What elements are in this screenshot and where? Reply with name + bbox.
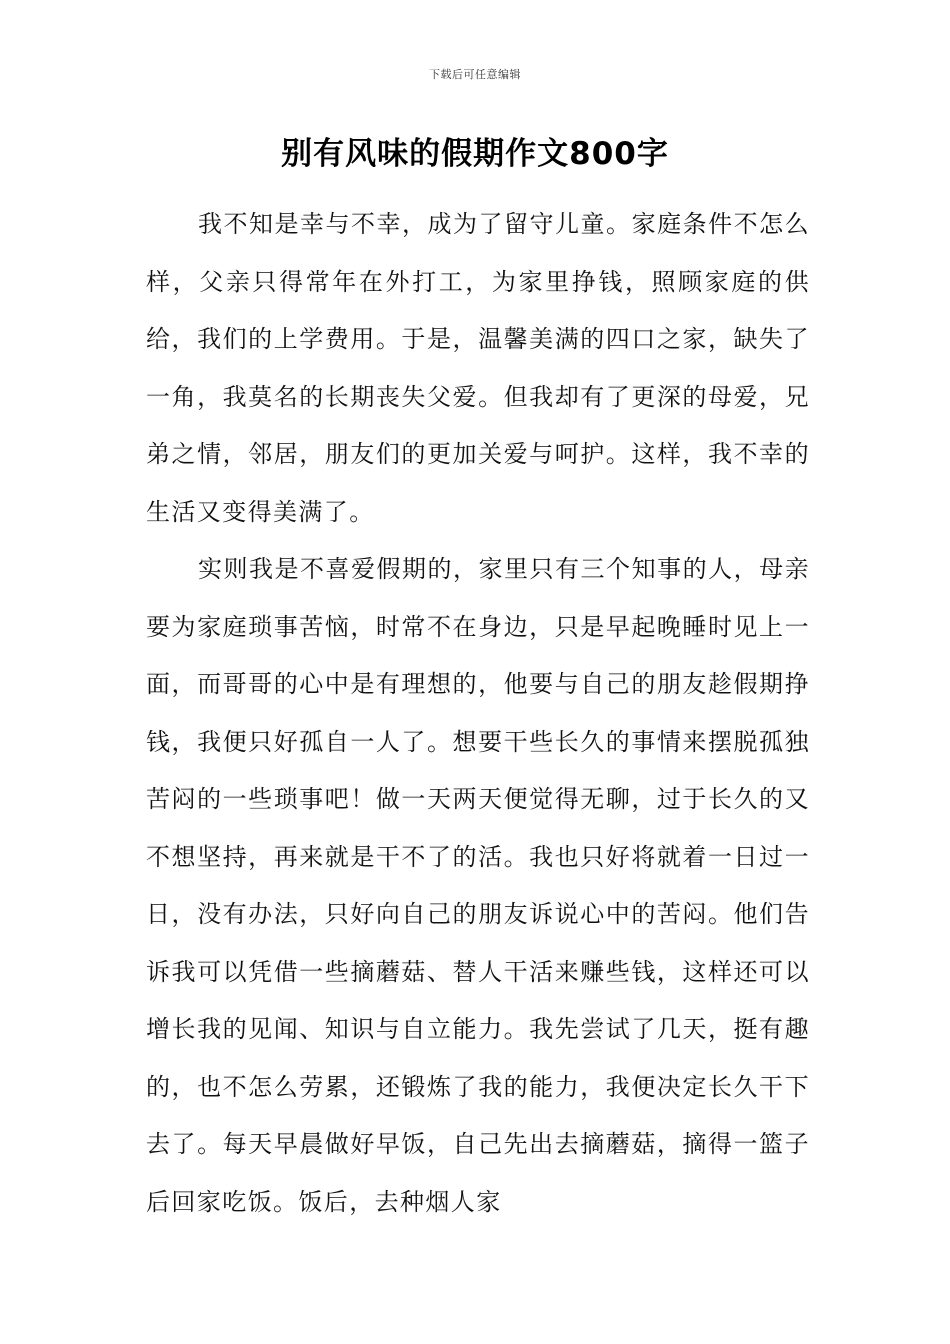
document-title: 别有风味的假期作文800字 — [281, 136, 669, 172]
document-body — [146, 196, 810, 1231]
header-note: 下载后可任意编辑 — [429, 68, 521, 81]
paragraph: 实则我是不喜爱假期的，家里只有三个知事的人，母亲要为家庭琐事苦恼，时常不在身边，只是早起晚睡时见上一面，而哥哥的心中是有理想的，他要与自己的朋友趁假期挣钱，我便只好孤自一人了。想要干些长久的事情来摆脱孤独苦闷的一些琐事吧！做一天两天便觉得无聊，过于长久的又不想坚持，再来就是干不了的活。我也只好将就着一日过一日，没有办法，只好向自己的朋友诉说心中的苦闷。他们告诉我可以凭借一些摘蘑菇、替人干活来赚些钱，这样还可以增长我的见闻、知识与自立能力。我先尝试了几天，挺有趣的，也不怎么劳累，还锻炼了我的能力，我便决定长久干下去了。每天早晨做好早饭，自己先出去摘蘑菇，摘得一篮子后回家吃饭。饭后，去种烟人家 — [146, 555, 810, 1216]
paragraph: 我不知是幸与不幸，成为了留守儿童。家庭条件不怎么样，父亲只得常年在外打工，为家里挣钱，照顾家庭的供给，我们的上学费用。于是，温馨美满的四口之家，缺失了一角，我莫名的长期丧失父爱。但我却有了更深的母爱，兄弟之情，邻居，朋友们的更加关爱与呵护。这样，我不幸的生活又变得美满了。 — [146, 210, 810, 526]
